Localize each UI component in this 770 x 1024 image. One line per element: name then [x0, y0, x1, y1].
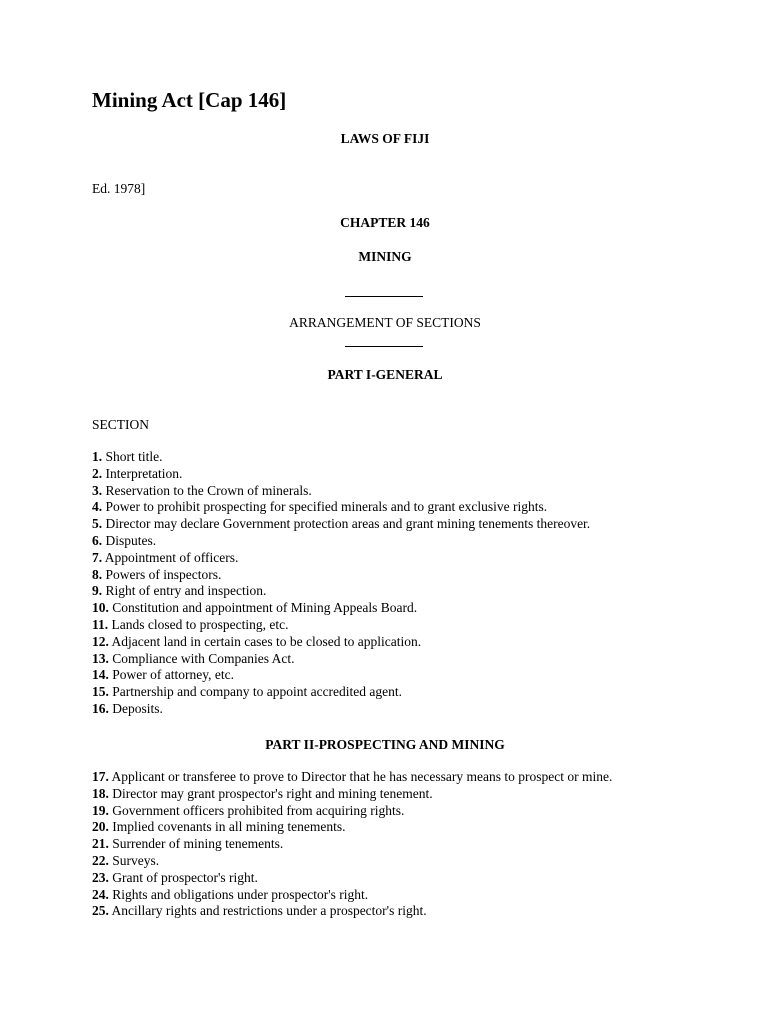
- section-title: Implied covenants in all mining tenements.: [108, 819, 346, 835]
- section-number: 20.: [92, 819, 109, 835]
- section-number: 6.: [92, 532, 103, 548]
- section-title: Compliance with Companies Act.: [108, 650, 295, 666]
- laws-heading: LAWS OF FIJI: [340, 131, 430, 146]
- section-number: 13.: [92, 650, 109, 666]
- section-list-part-1: [92, 449, 672, 718]
- section-title: Short title.: [102, 449, 163, 464]
- chapter-name: MINING: [358, 249, 412, 264]
- section-entry: [92, 701, 672, 718]
- section-title: Deposits.: [108, 700, 163, 716]
- section-title: Power to prohibit prospecting for specified minerals and to grant exclusive rights.: [102, 499, 548, 515]
- section-title: Constitution and appointment of Mining Appeals Board.: [108, 600, 418, 616]
- section-number: 17.: [92, 769, 109, 784]
- section-title: Lands closed to prospecting, etc.: [108, 616, 289, 632]
- section-entry: [92, 617, 672, 634]
- section-number: 5.: [92, 516, 103, 532]
- part-heading: PART II-PROSPECTING AND MINING: [265, 737, 505, 752]
- section-title: Director may grant prospector's right and mining tenement.: [108, 785, 433, 801]
- section-title: Ancillary rights and restrictions under a prospector's right.: [108, 903, 427, 919]
- section-number: 23.: [92, 869, 109, 885]
- section-entry: [92, 634, 672, 651]
- section-entry: [92, 567, 672, 584]
- section-label: SECTION: [92, 417, 149, 432]
- section-entry: [92, 684, 672, 701]
- section-number: 16.: [92, 700, 109, 716]
- section-number: 10.: [92, 600, 109, 616]
- divider-rule-top: [345, 296, 423, 297]
- section-entry: [92, 583, 672, 600]
- section-number: 2.: [92, 465, 103, 481]
- section-entry: [92, 600, 672, 617]
- section-number: 9.: [92, 583, 103, 599]
- section-title: Reservation to the Crown of minerals.: [102, 482, 312, 498]
- section-number: 11.: [92, 616, 109, 632]
- arrangement-heading: ARRANGEMENT OF SECTIONS: [289, 315, 481, 330]
- section-title: Grant of prospector's right.: [108, 869, 258, 885]
- section-title: Surveys.: [108, 852, 160, 868]
- section-number: 25.: [92, 903, 109, 919]
- section-title: Adjacent land in certain cases to be closed to application.: [108, 633, 422, 649]
- edition-note: Ed. 1978]: [92, 181, 146, 196]
- section-entry: [92, 853, 672, 870]
- section-number: 8.: [92, 566, 103, 582]
- section-entry: [92, 449, 672, 466]
- part-heading: PART I-GENERAL: [327, 367, 443, 382]
- section-title: Government officers prohibited from acquiring rights.: [108, 802, 405, 818]
- section-entry: [92, 903, 672, 920]
- section-number: 7.: [92, 549, 103, 565]
- section-number: 1.: [92, 449, 103, 464]
- section-number: 4.: [92, 499, 103, 515]
- section-list-part-2: [92, 769, 672, 920]
- section-title: Powers of inspectors.: [102, 566, 222, 582]
- section-entry: [92, 887, 672, 904]
- section-entry: [92, 550, 672, 567]
- section-entry: [92, 870, 672, 887]
- section-title: Right of entry and inspection.: [102, 583, 267, 599]
- divider-rule-bottom: [345, 346, 423, 347]
- section-title: Partnership and company to appoint accredited agent.: [108, 684, 403, 700]
- section-entry: [92, 803, 672, 820]
- section-number: 18.: [92, 785, 109, 801]
- section-entry: [92, 667, 672, 684]
- section-entry: [92, 466, 672, 483]
- section-number: 22.: [92, 852, 109, 868]
- section-title: Director may declare Government protection areas and grant mining tenements thereover.: [102, 516, 591, 532]
- section-number: 15.: [92, 684, 109, 700]
- section-entry: [92, 499, 672, 516]
- section-entry: [92, 533, 672, 550]
- section-title: Disputes.: [102, 532, 157, 548]
- section-entry: [92, 651, 672, 668]
- section-number: 12.: [92, 633, 109, 649]
- document-title: Mining Act [Cap 146]: [92, 88, 287, 112]
- section-entry: [92, 769, 672, 786]
- section-entry: [92, 483, 672, 500]
- section-number: 21.: [92, 836, 109, 852]
- section-title: Surrender of mining tenements.: [108, 836, 284, 852]
- section-entry: [92, 516, 672, 533]
- section-title: Interpretation.: [102, 465, 183, 481]
- section-number: 3.: [92, 482, 103, 498]
- chapter-heading: CHAPTER 146: [340, 215, 430, 230]
- section-title: Appointment of officers.: [102, 549, 239, 565]
- section-entry: [92, 819, 672, 836]
- section-number: 19.: [92, 802, 109, 818]
- section-entry: [92, 836, 672, 853]
- section-title: Rights and obligations under prospector's right.: [108, 886, 369, 902]
- section-entry: [92, 786, 672, 803]
- section-title: Applicant or transferee to prove to Director that he has necessary means to prospect or mine.: [108, 769, 613, 784]
- section-number: 14.: [92, 667, 109, 683]
- section-number: 24.: [92, 886, 109, 902]
- section-title: Power of attorney, etc.: [108, 667, 234, 683]
